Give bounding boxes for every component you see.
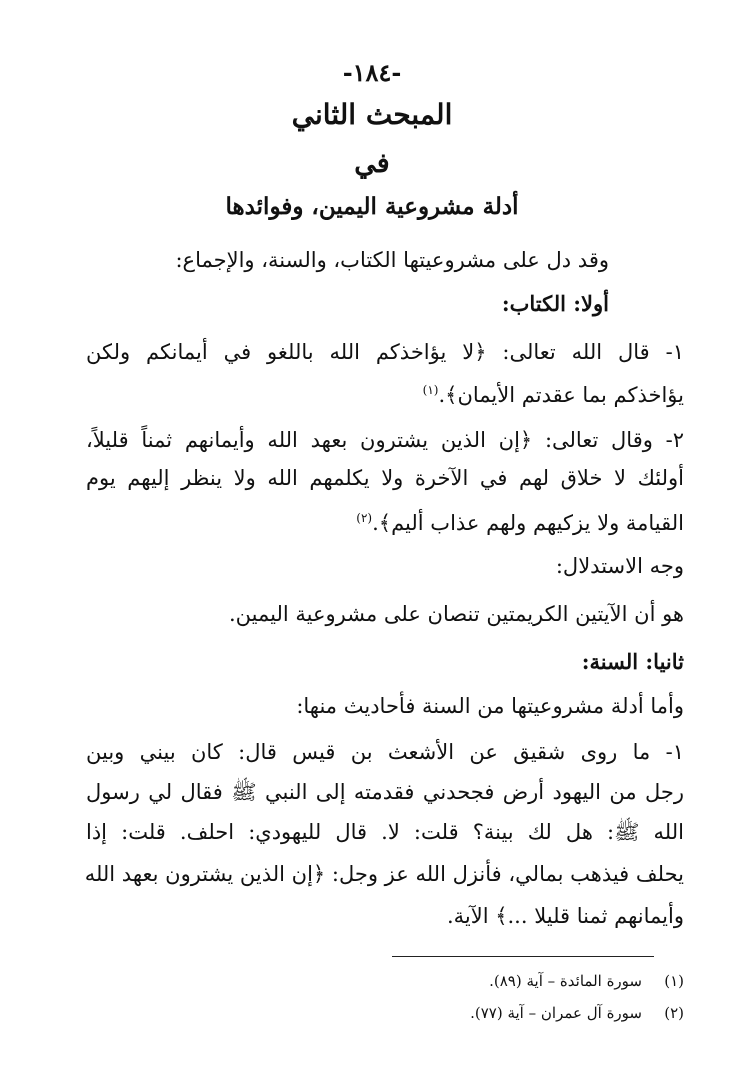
footnote-2-text: سورة آل عمران – آية (٧٧).: [470, 1004, 642, 1022]
item2-line1: ٢- وقال تعالى: ﴿إن الذين يشترون بعهد الله وأيمانهم ثمناً قليلاً،: [86, 428, 684, 452]
hadith-line2: رجل من اليهود أرض فجحدني فقدمته إلى النبي ﷺ فقال لي رسول: [86, 780, 684, 804]
chapter-title: المبحث الثاني: [291, 98, 453, 131]
item1-line1: ١- قال الله تعالى: ﴿لا يؤاخذكم الله باللغو في أيمانكم ولكن: [86, 340, 684, 364]
item2-text: القيامة ولا يزكيهم ولهم عذاب أليم﴾.: [372, 511, 684, 535]
evidence-title: وجه الاستدلال:: [555, 554, 684, 578]
section-title-book: أولا: الكتاب:: [501, 291, 609, 316]
hadith-line4: يحلف فيذهب بمالي، فأنزل الله عز وجل: ﴿إن الذين يشترون بعهد الله: [84, 862, 684, 886]
page-number: -١٨٤-: [342, 58, 402, 87]
footnote-divider: [392, 956, 654, 957]
hadith-line3: الله ﷺ: هل لك بينة؟ قلت: لا. قال لليهودي: احلف. قلت: إذا: [86, 820, 684, 844]
intro-paragraph: وقد دل على مشروعيتها الكتاب، والسنة، والإجماع:: [175, 248, 609, 272]
footnote-1-number: (١): [664, 972, 684, 990]
section-title-sunnah: ثانيا: السنة:: [581, 649, 684, 674]
footnote-2-number: (٢): [664, 1004, 684, 1022]
item2-line2: أولئك لا خلاق لهم في الآخرة ولا يكلمهم الله ولا ينظر إليهم يوم: [86, 466, 684, 490]
item1-line2: [423, 374, 684, 411]
hadith-line1: ١- ما روى شقيق عن الأشعث بن قيس قال: كان بيني وبين: [86, 740, 684, 764]
item1-text: يؤاخذكم بما عقدتم الأيمان﴾.: [438, 383, 684, 407]
evidence-text: هو أن الآيتين الكريمتين تنصان على مشروعية اليمين.: [228, 602, 684, 626]
item2-line3: [356, 502, 684, 539]
chapter-subtitle: في: [354, 148, 390, 179]
footnote-1: [489, 970, 684, 992]
footnote-1-text: سورة المائدة – آية (٨٩).: [489, 972, 642, 990]
hadith-line5: وأيمانهم ثمنا قليلا ...﴾ الآية.: [446, 904, 684, 928]
footnote-ref-1: (١): [422, 383, 439, 397]
footnote-2: [470, 1002, 684, 1024]
chapter-topic: أدلة مشروعية اليمين، وفوائدها: [225, 193, 519, 220]
footnote-ref-2: (٢): [356, 511, 373, 525]
sunnah-intro: وأما أدلة مشروعيتها من السنة فأحاديث منها:: [296, 694, 684, 718]
